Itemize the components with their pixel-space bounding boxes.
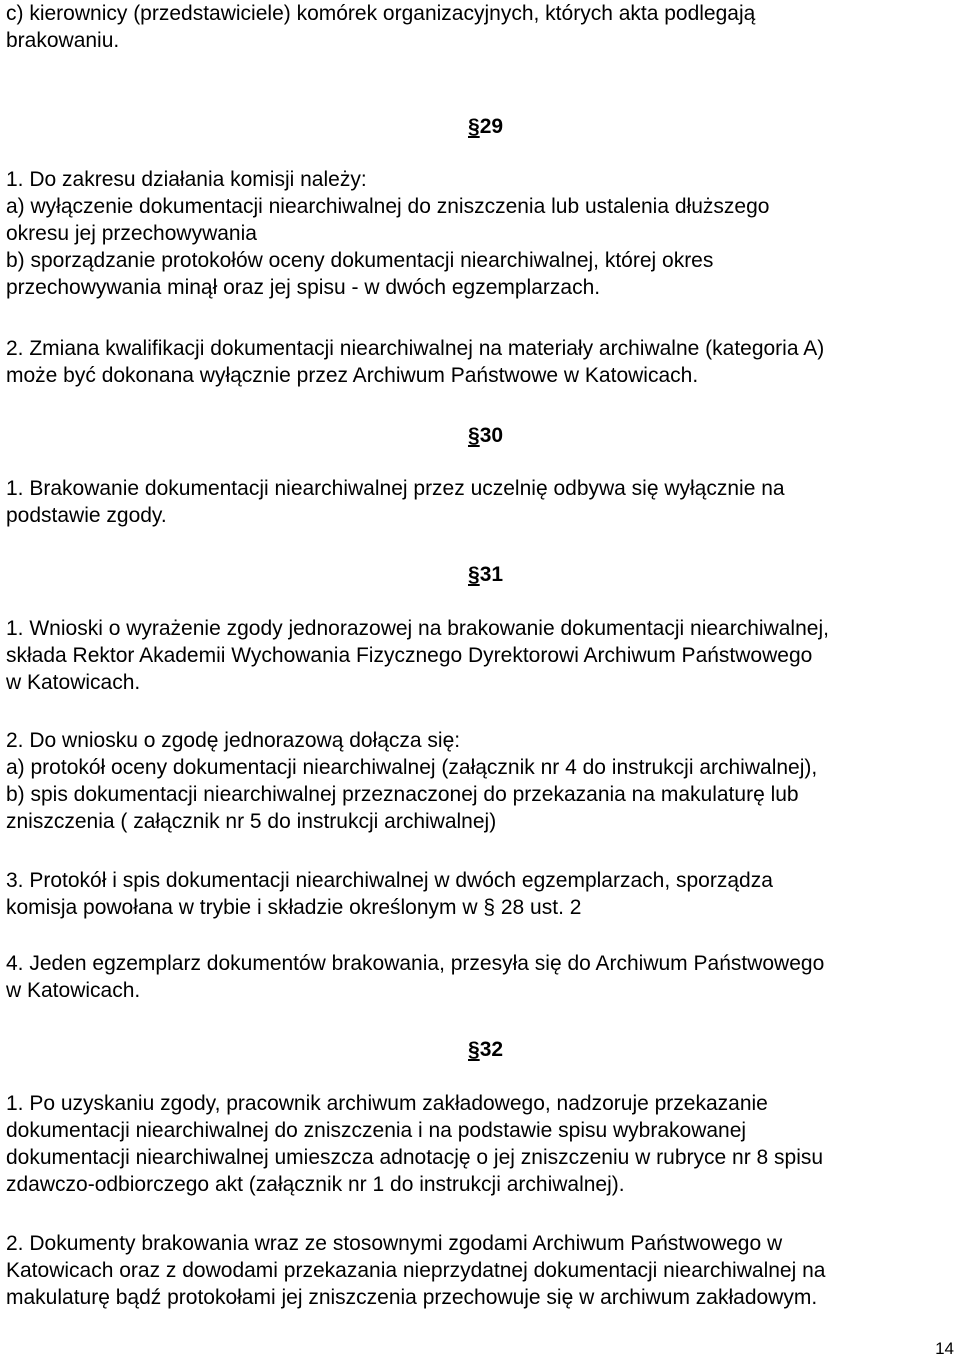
paragraph xyxy=(6,727,956,835)
text-line: 3. Protokół i spis dokumentacji niearchiwalnej w dwóch egzemplarzach, sporządza xyxy=(6,869,773,892)
text-line: zniszczenia ( załącznik nr 5 do instrukcji archiwalnej) xyxy=(6,810,497,833)
section-number: 30 xyxy=(479,424,504,447)
paragraph xyxy=(6,867,956,921)
text-line: a) wyłączenie dokumentacji niearchiwalnej do zniszczenia lub ustalenia dłuższego xyxy=(6,195,770,218)
section-sign: § xyxy=(468,115,480,138)
text-line: 1. Po uzyskaniu zgody, pracownik archiwum zakładowego, nadzoruje przekazanie xyxy=(6,1092,768,1115)
section-heading-30 xyxy=(468,422,503,449)
text-line: zdawczo-odbiorczego akt (załącznik nr 1 do instrukcji archiwalnej). xyxy=(6,1173,625,1196)
text-line: makulaturę bądź protokołami jej zniszczenia przechowuje się w archiwum zakładowym. xyxy=(6,1286,818,1309)
text-line: przechowywania minął oraz jej spisu - w dwóch egzemplarzach. xyxy=(6,276,601,299)
paragraph xyxy=(6,475,956,529)
section-number: 29 xyxy=(479,115,504,138)
paragraph xyxy=(6,615,956,696)
text-line: brakowaniu. xyxy=(6,29,120,52)
text-line: c) kierownicy (przedstawiciele) komórek organizacyjnych, których akta podlegają xyxy=(6,2,756,25)
page-number: 14 xyxy=(935,1339,954,1358)
text-line: 2. Dokumenty brakowania wraz ze stosownymi zgodami Archiwum Państwowego w xyxy=(6,1232,783,1255)
text-line: 2. Do wniosku o zgodę jednorazową dołącza się: xyxy=(6,729,461,752)
text-line: składa Rektor Akademii Wychowania Fizycznego Dyrektorowi Archiwum Państwowego xyxy=(6,644,813,667)
text-line: może być dokonana wyłącznie przez Archiwum Państwowe w Katowicach. xyxy=(6,364,699,387)
text-line: dokumentacji niearchiwalnej umieszcza adnotację o jej zniszczeniu w rubryce nr 8 spisu xyxy=(6,1146,824,1169)
paragraph xyxy=(6,1230,956,1311)
paragraph xyxy=(6,950,956,1004)
text-line: 4. Jeden egzemplarz dokumentów brakowania, przesyła się do Archiwum Państwowego xyxy=(6,952,825,975)
text-line: dokumentacji niearchiwalnej do zniszczenia i na podstawie spisu wybrakowanej xyxy=(6,1119,747,1142)
section-number: 31 xyxy=(479,563,504,586)
text-line: b) spis dokumentacji niearchiwalnej przeznaczonej do przekazania na makulaturę lub xyxy=(6,783,799,806)
text-line: w Katowicach. xyxy=(6,979,141,1002)
section-sign: § xyxy=(468,1038,480,1061)
section-number: 32 xyxy=(479,1038,504,1061)
text-line: 1. Do zakresu działania komisji należy: xyxy=(6,168,367,191)
text-line: w Katowicach. xyxy=(6,671,141,694)
text-line: a) protokół oceny dokumentacji niearchiwalnej (załącznik nr 4 do instrukcji archiwalnej), xyxy=(6,756,818,779)
text-line: Katowicach oraz z dowodami przekazania nieprzydatnej dokumentacji niearchiwalnej na xyxy=(6,1259,826,1282)
paragraph xyxy=(6,1090,956,1198)
paragraph xyxy=(6,166,956,301)
text-line: 1. Wnioski o wyrażenie zgody jednorazowej na brakowanie dokumentacji niearchiwalnej, xyxy=(6,617,829,640)
section-sign: § xyxy=(468,424,480,447)
section-sign: § xyxy=(468,563,480,586)
text-line: komisja powołana w trybie i składzie określonym w § 28 ust. 2 xyxy=(6,896,582,919)
paragraph xyxy=(6,335,956,389)
section-heading-29 xyxy=(468,113,503,140)
text-line: b) sporządzanie protokołów oceny dokumentacji niearchiwalnej, której okres xyxy=(6,249,714,272)
text-line: podstawie zgody. xyxy=(6,504,167,527)
section-heading-31 xyxy=(468,561,503,588)
section-heading-32 xyxy=(468,1036,503,1063)
intro-paragraph xyxy=(6,0,956,54)
text-line: 2. Zmiana kwalifikacji dokumentacji niearchiwalnej na materiały archiwalne (kategoria A) xyxy=(6,337,825,360)
text-line: okresu jej przechowywania xyxy=(6,222,257,245)
text-line: 1. Brakowanie dokumentacji niearchiwalnej przez uczelnię odbywa się wyłącznie na xyxy=(6,477,785,500)
